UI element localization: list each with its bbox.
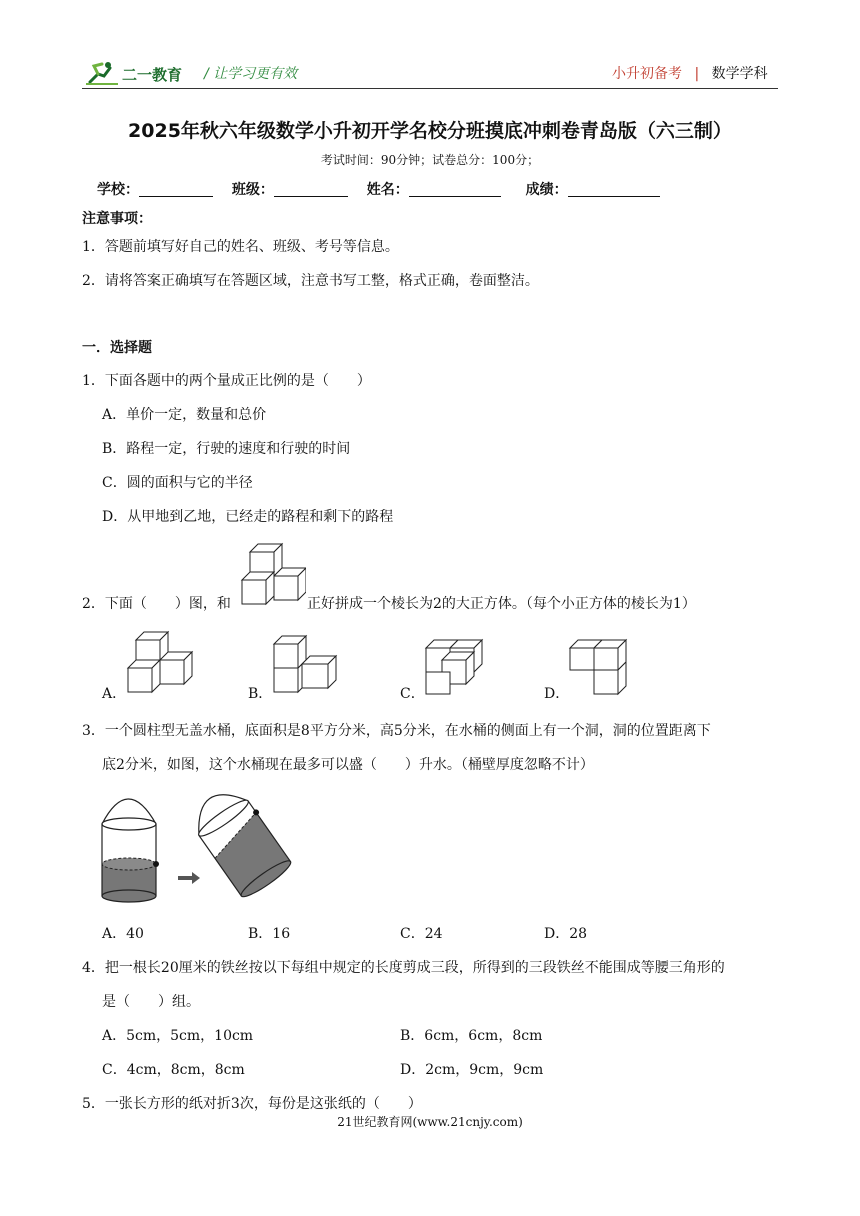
field-score-label: 成绩： xyxy=(525,182,568,198)
header-category: 小升初备考 xyxy=(612,66,682,82)
q2-label-d: D． xyxy=(544,686,570,702)
header-divider xyxy=(82,88,778,89)
exam-info: 考试时间：90分钟；试卷总分：100分； xyxy=(320,153,540,167)
q2-stem-b: 正好拼成一个棱长为2的大正方体。（每个小正方体的棱长为1） xyxy=(307,596,696,612)
q2-option-b-figure xyxy=(270,630,340,696)
q4-line-1: 4．把一根长20厘米的铁丝按以下每组中规定的长度剪成三段，所得到的三段铁丝不能围成等腰三角形的 xyxy=(82,960,725,976)
section-heading: 一．选择题 xyxy=(82,340,152,356)
header-separator: | xyxy=(694,66,700,82)
q1-stem: 1．下面各题中的两个量成正比例的是（ ） xyxy=(82,373,371,389)
q3-line-1: 3．一个圆柱型无盖水桶，底面积是8平方分米，高5分米，在水桶的侧面上有一个洞，洞的位置距离下 xyxy=(82,723,711,739)
q2-reference-cubes xyxy=(240,538,306,610)
q3-option-d: D．28 xyxy=(544,926,588,942)
q3-option-b: B．16 xyxy=(248,926,291,942)
q2-option-c-figure xyxy=(422,636,484,696)
slogan: / 让学习更有效 xyxy=(204,66,298,82)
field-school-label: 学校： xyxy=(97,182,139,198)
q3-line-2: 底2分米，如图，这个水桶现在最多可以盛（ ）升水。（桶壁厚度忽略不计） xyxy=(102,757,594,773)
q3-option-a: A．40 xyxy=(102,926,144,942)
field-score-blank[interactable] xyxy=(568,182,660,197)
field-name-label: 姓名： xyxy=(366,182,409,198)
q2-label-c: C． xyxy=(400,686,425,702)
q2-stem-a: 2．下面（ ）图，和 xyxy=(82,596,231,612)
q1-option-d: D．从甲地到乙地，已经走的路程和剩下的路程 xyxy=(102,509,394,525)
header-subject: 数学学科 xyxy=(711,66,768,82)
q1-option-b: B．路程一定，行驶的速度和行驶的时间 xyxy=(102,441,351,457)
notice-item-2: 2．请将答案正确填写在答题区域，注意书写工整，格式正确，卷面整洁。 xyxy=(82,273,539,289)
cube-top xyxy=(250,544,282,576)
q5-stem: 5．一张长方形的纸对折3次，每份是这张纸的（ ） xyxy=(82,1096,422,1112)
q3-bucket-figure xyxy=(98,788,298,904)
q2-label-a: A． xyxy=(102,686,127,702)
q2-label-b: B． xyxy=(248,686,273,702)
q2-option-d-figure xyxy=(568,638,630,698)
page-title: 2025年秋六年级数学小升初开学名校分班摸底冲刺卷青岛版（六三制） xyxy=(128,120,732,142)
notice-item-1: 1．答题前填写好自己的姓名、班级、考号等信息。 xyxy=(82,239,399,255)
q1-option-c: C．圆的面积与它的半径 xyxy=(102,475,253,491)
footer: 21世纪教育网(www.21cnjy.com) xyxy=(337,1115,523,1129)
slogan-text: 让学习更有效 xyxy=(213,66,298,82)
field-name-blank[interactable] xyxy=(409,182,501,197)
logo xyxy=(84,60,204,86)
arrow-right-icon xyxy=(178,872,200,884)
notice-heading: 注意事项： xyxy=(82,211,152,227)
header-right xyxy=(612,63,768,83)
info-fields xyxy=(97,179,660,199)
q4-option-a: A．5cm，5cm，10cm xyxy=(102,1028,254,1044)
q4-option-b: B．6cm，6cm，8cm xyxy=(400,1028,543,1044)
q3-option-c: C．24 xyxy=(400,926,443,942)
q2-option-a-figure xyxy=(124,630,194,696)
field-school-blank[interactable] xyxy=(139,182,213,197)
q4-option-d: D．2cm，9cm，9cm xyxy=(400,1062,544,1078)
logo-text: 二一教育 xyxy=(122,66,183,84)
q4-option-c: C．4cm，8cm，8cm xyxy=(102,1062,245,1078)
cube-right xyxy=(274,568,306,600)
q4-line-2: 是（ ）组。 xyxy=(102,994,200,1010)
cube-left xyxy=(242,572,274,604)
runner-logo-icon xyxy=(84,60,120,86)
field-class-label: 班级： xyxy=(231,182,274,198)
field-class-blank[interactable] xyxy=(274,182,348,197)
q1-option-a: A．单价一定，数量和总价 xyxy=(102,407,267,423)
hole-dot xyxy=(153,861,159,867)
